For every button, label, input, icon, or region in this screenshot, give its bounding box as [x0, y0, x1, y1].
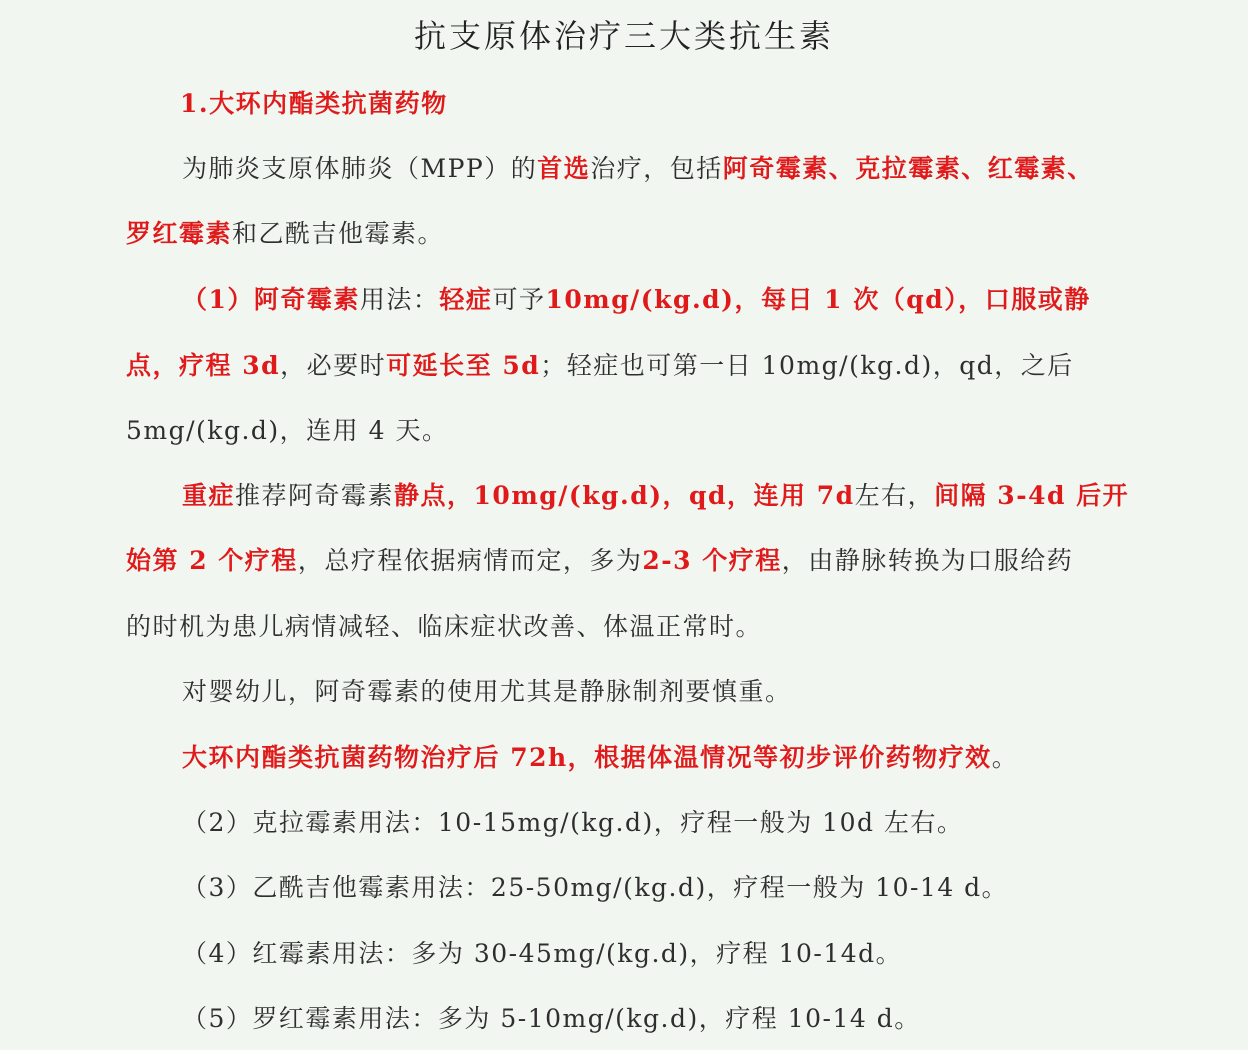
intro-highlight-drugs: 阿奇霉素、克拉霉素、红霉素、 [722, 154, 1094, 183]
azithromycin-course: 点，疗程 3d [126, 351, 281, 380]
azithromycin-usage-label: 用法： [359, 285, 440, 314]
clarithromycin-item: （2）克拉霉素用法：10-15mg/(kg.d)，疗程一般为 10d 左右。 [182, 808, 964, 837]
azithromycin-label: （1）阿奇霉素 [182, 285, 360, 314]
erythromycin-item: （4）红霉素用法：多为 30-45mg/(kg.d)，疗程 10-14d。 [182, 939, 903, 968]
severe-text: 左右， [854, 481, 935, 510]
azithromycin-text: ；轻症也可第一日 10mg/(kg.d)，qd，之后 [540, 351, 1074, 380]
azithromycin-extension: 可延长至 5d [386, 351, 541, 380]
azithromycin-line-3: 5mg/(kg.d)，连用 4 天。 [126, 416, 449, 445]
mild-case-label: 轻症 [439, 285, 493, 314]
azithromycin-line-2 [126, 346, 1074, 386]
intro-line-1 [182, 149, 1094, 189]
intro-text: 和乙酰吉他霉素。 [232, 219, 445, 248]
severe-interval: 间隔 3-4d 后开 [934, 481, 1130, 510]
infant-note: 对婴幼儿，阿奇霉素的使用尤其是静脉制剂要慎重。 [182, 677, 792, 706]
severe-text: ，总疗程依据病情而定，多为 [297, 546, 643, 575]
azithromycin-text: 可予 [492, 285, 546, 314]
intro-highlight-first-choice: 首选 [537, 154, 591, 183]
evaluation-line [182, 738, 1018, 778]
azithromycin-dose: 10mg/(kg.d)，每日 1 次（qd），口服或静 [545, 285, 1091, 314]
roxithromycin-item: （5）罗红霉素用法：多为 5-10mg/(kg.d)，疗程 10-14 d。 [182, 1004, 921, 1033]
azithromycin-text: ，必要时 [280, 351, 387, 380]
severe-line-1 [182, 476, 1129, 516]
document-title: 抗支原体治疗三大类抗生素 [413, 17, 834, 55]
severe-second-course: 始第 2 个疗程 [126, 546, 298, 575]
intro-line-2 [126, 214, 444, 254]
severe-line-2 [126, 541, 1073, 581]
intro-highlight-roxithromycin: 罗红霉素 [126, 219, 233, 248]
acetylkitasamycin-item: （3）乙酰吉他霉素用法：25-50mg/(kg.d)，疗程一般为 10-14 d。 [182, 873, 1009, 902]
severe-course-count: 2-3 个疗程 [642, 546, 782, 575]
severe-case-label: 重症 [182, 481, 236, 510]
severe-line-3: 的时机为患儿病情减轻、临床症状改善、体温正常时。 [126, 612, 763, 641]
intro-text: 为肺炎支原体肺炎（MPP）的 [182, 154, 538, 183]
azithromycin-line-1 [182, 280, 1091, 320]
severe-text: ，由静脉转换为口服给药 [781, 546, 1074, 575]
section-heading: 1.大环内酯类抗菌药物 [180, 89, 448, 118]
intro-text: 治疗，包括 [590, 154, 723, 183]
evaluation-period: 。 [991, 743, 1019, 772]
severe-text: 推荐阿奇霉素 [235, 481, 395, 510]
evaluation-text: 大环内酯类抗菌药物治疗后 72h，根据体温情况等初步评价药物疗效 [182, 743, 992, 772]
severe-dose: 静点，10mg/(kg.d)，qd，连用 7d [394, 481, 855, 510]
